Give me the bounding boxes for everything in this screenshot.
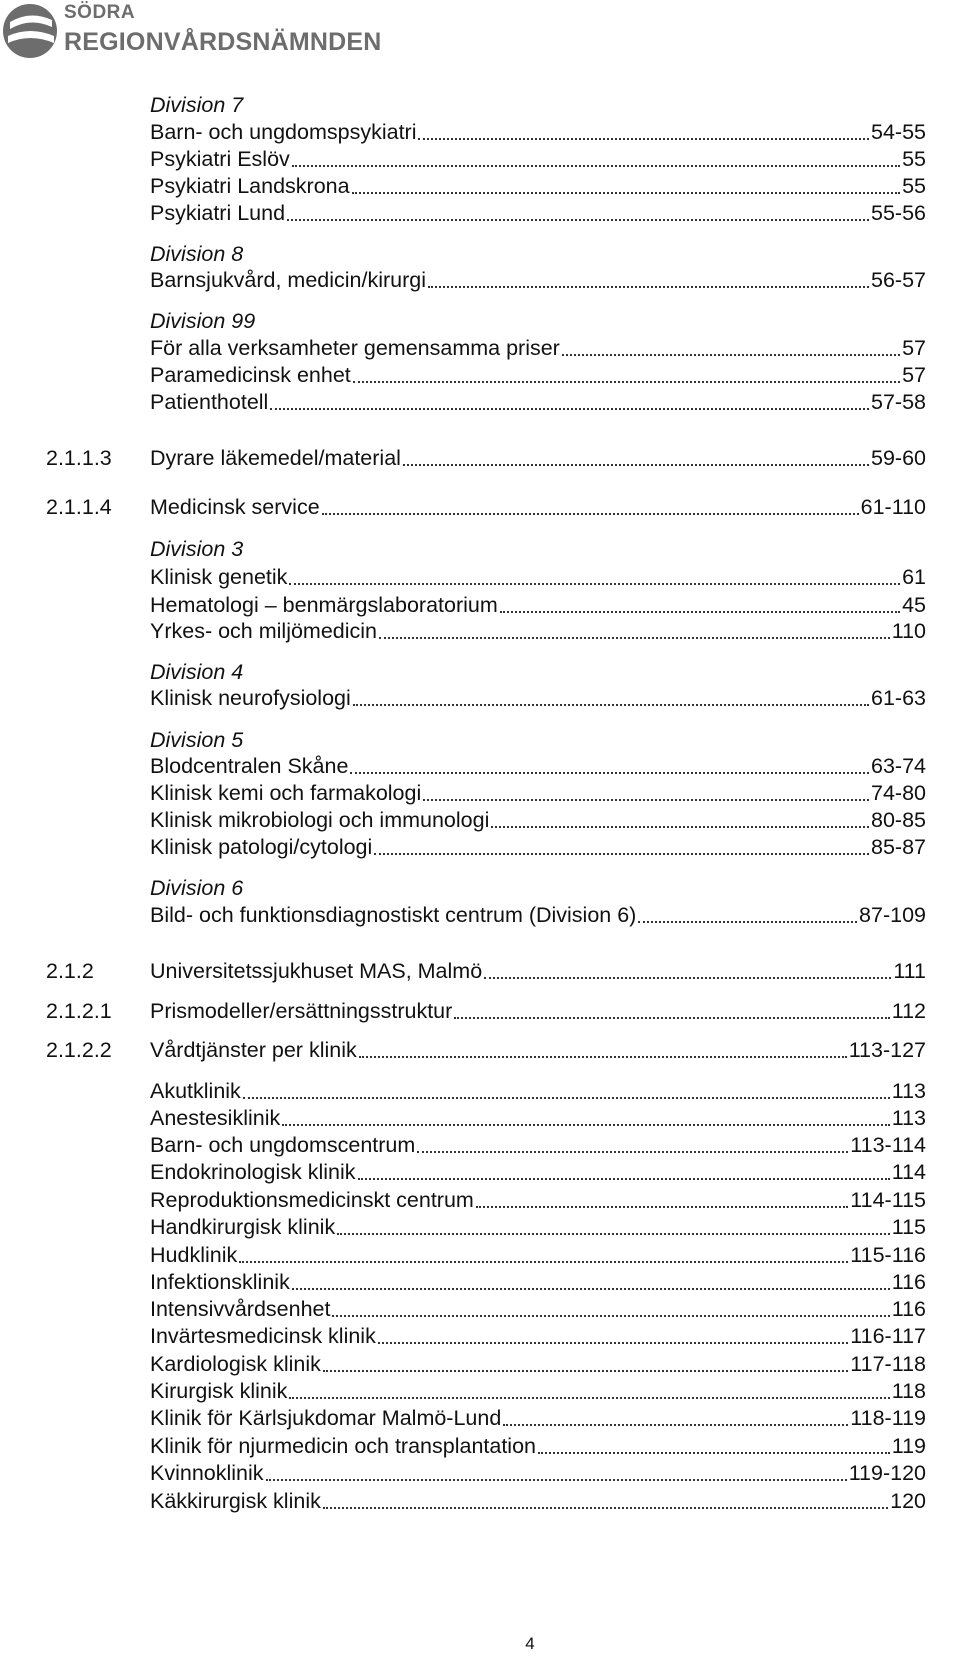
entry-page: 85-87 [871,835,926,859]
dot-leader [266,1459,847,1481]
division-label: Division 5 [150,728,244,752]
entry-page: 116-117 [850,1324,926,1348]
dot-leader [353,361,900,383]
toc-entry-row [0,118,960,146]
entry-title: Käkkirurgisk klinik [150,1489,321,1513]
entry-page: 61-110 [860,495,926,519]
toc-entry-row [0,617,960,645]
entry-title: Barn- och ungdomscentrum [150,1133,416,1157]
entry-title: Klinisk kemi och farmakologi [150,781,422,805]
page-number: 4 [525,1634,535,1653]
division-label: Division 4 [150,660,244,684]
section-number: 2.1.1.3 [46,446,112,470]
entry-page: 120 [890,1489,926,1513]
entry-page: 80-85 [871,808,926,832]
dot-leader [353,684,869,706]
toc-section-row [0,997,960,1025]
toc-entry-row [0,563,960,591]
entry-page: 112 [891,999,926,1023]
dot-leader [337,1213,890,1235]
toc-entry-row [0,1131,960,1159]
toc-entry-row [0,1432,960,1460]
entry-title: För alla verksamheter gemensamma priser [150,336,560,360]
entry-page: 119-120 [848,1461,926,1485]
dot-leader [270,388,869,410]
dot-leader [491,806,869,828]
division-label: Division 3 [150,537,244,561]
dot-leader [322,493,859,515]
entry-title: Klinisk genetik [150,565,288,589]
toc-section-row [0,493,960,521]
toc-section-row [0,444,960,472]
entry-title: Bild- och funktionsdiagnostiskt centrum (Division 6) [150,903,637,927]
entry-page: 115 [891,1215,926,1239]
logo [0,0,420,64]
entry-title: Prismodeller/ersättningsstruktur [150,999,453,1023]
dot-leader [289,1377,889,1399]
dot-leader [292,145,900,167]
entry-page: 116 [891,1297,926,1321]
toc-entry-row [0,1404,960,1432]
section-number: 2.1.1.4 [46,495,112,519]
section-number: 2.1.2 [46,959,94,983]
entry-title: Medicinsk service [150,495,320,519]
toc-entry-row [0,779,960,807]
toc-division-heading [0,307,960,335]
entry-page: 61-63 [871,686,926,710]
entry-title: Intensivvårdsenhet [150,1297,331,1321]
toc-entry-row [0,1487,960,1515]
logo-text-line2: REGIONVÅRDSNÄMNDEN [64,28,382,56]
entry-page: 119 [891,1434,926,1458]
dot-leader [352,172,901,194]
entry-page: 118 [891,1379,926,1403]
toc-entry-row [0,172,960,200]
entry-title: Kvinnoklinik [150,1461,264,1485]
dot-leader [374,833,869,855]
entry-page: 115-116 [850,1243,926,1267]
entry-page: 57 [902,336,926,360]
toc-section-row [0,1036,960,1064]
dot-leader [538,1432,890,1454]
toc-entry-row [0,1104,960,1132]
division-label: Division 6 [150,876,244,900]
entry-title: Paramedicinsk enhet [150,363,351,387]
entry-page: 113 [891,1079,926,1103]
dot-leader [417,1131,848,1153]
entry-title: Endokrinologisk klinik [150,1160,356,1184]
toc-entry-row [0,806,960,834]
section-number: 2.1.2.1 [46,999,112,1023]
toc-entry-row [0,1241,960,1269]
dot-leader [484,957,891,979]
entry-page: 57 [902,363,926,387]
entry-title: Hudklinik [150,1243,238,1267]
entry-title: Invärtesmedicinsk klinik [150,1324,376,1348]
toc-entry-row [0,1377,960,1405]
dot-leader [562,334,900,356]
toc-entry-row [0,145,960,173]
entry-title: Dyrare läkemedel/material [150,446,401,470]
entry-page: 114 [891,1160,926,1184]
toc-division-heading [0,726,960,754]
entry-page: 59-60 [871,446,926,470]
entry-page: 63-74 [871,754,926,778]
toc-entry-row [0,1213,960,1241]
dot-leader [638,901,857,923]
dot-leader [323,1487,888,1509]
entry-title: Reproduktionsmedicinskt centrum [150,1188,474,1212]
entry-page: 55-56 [871,201,926,225]
toc-entry-row [0,752,960,780]
toc-entry-row [0,388,960,416]
entry-page: 45 [902,593,926,617]
entry-title: Hematologi – benmärgslaboratorium [150,593,498,617]
toc-division-heading [0,658,960,686]
dot-leader [332,1295,889,1317]
toc-entry-row [0,361,960,389]
toc-entry-row [0,591,960,619]
entry-title: Akutklinik [150,1079,241,1103]
dot-leader [454,997,889,1019]
toc-entry-row [0,1268,960,1296]
entry-page: 74-80 [871,781,926,805]
logo-mark-icon [0,0,62,62]
entry-title: Blodcentralen Skåne [150,754,349,778]
entry-title: Patienthotell [150,390,269,414]
dot-leader [476,1186,848,1208]
entry-title: Anestesiklinik [150,1106,281,1130]
entry-page: 111 [893,959,926,983]
logo-text-line1: SÖDRA [64,2,136,23]
entry-title: Klinisk patologi/cytologi [150,835,373,859]
dot-leader [378,1322,848,1344]
section-number: 2.1.2.2 [46,1038,112,1062]
entry-page: 114-115 [850,1188,926,1212]
entry-page: 87-109 [859,903,926,927]
entry-page: 54-55 [871,120,926,144]
entry-title: Vårdtjänster per klinik [150,1038,357,1062]
dot-leader [292,1268,890,1290]
division-label: Division 99 [150,309,256,333]
entry-page: 118-119 [850,1406,926,1430]
dot-leader [503,1404,848,1426]
entry-title: Klinik för njurmedicin och transplantation [150,1434,537,1458]
entry-title: Handkirurgisk klinik [150,1215,336,1239]
entry-title: Klinisk mikrobiologi och immunologi [150,808,490,832]
entry-title: Kardiologisk klinik [150,1352,321,1376]
dot-leader [287,199,869,221]
dot-leader [418,118,869,140]
dot-leader [403,444,869,466]
entry-page: 113-127 [848,1038,926,1062]
dot-leader [243,1077,890,1099]
entry-title: Universitetssjukhuset MAS, Malmö [150,959,483,983]
entry-title: Infektionsklinik [150,1270,290,1294]
division-label: Division 7 [150,93,244,117]
dot-leader [423,779,869,801]
entry-title: Klinik för Kärlsjukdomar Malmö-Lund [150,1406,502,1430]
dot-leader [500,591,900,613]
entry-title: Psykiatri Landskrona [150,174,350,198]
entry-page: 55 [902,174,926,198]
dot-leader [289,563,900,585]
entry-page: 57-58 [871,390,926,414]
dot-leader [350,752,869,774]
dot-leader [428,266,869,288]
entry-page: 110 [891,619,926,643]
entry-title: Psykiatri Lund [150,201,286,225]
entry-page: 61 [902,565,926,589]
toc-entry-row [0,833,960,861]
entry-page: 56-57 [871,268,926,292]
entry-page: 116 [891,1270,926,1294]
dot-leader [323,1350,848,1372]
entry-title: Barn- och ungdomspsykiatri [150,120,417,144]
division-label: Division 8 [150,242,244,266]
toc-entry-row [0,334,960,362]
toc-entry-row [0,1322,960,1350]
toc-entry-row [0,1295,960,1323]
dot-leader [358,1158,890,1180]
entry-title: Kirurgisk klinik [150,1379,288,1403]
toc-entry-row [0,1186,960,1214]
toc-division-heading [0,535,960,563]
toc-entry-row [0,901,960,929]
entry-page: 55 [902,147,926,171]
entry-title: Klinisk neurofysiologi [150,686,351,710]
toc-entry-row [0,199,960,227]
dot-leader [282,1104,889,1126]
toc-section-row [0,957,960,985]
dot-leader [379,617,890,639]
toc-division-heading [0,91,960,119]
toc-entry-row [0,684,960,712]
toc-entry-row [0,1350,960,1378]
toc-entry-row [0,266,960,294]
entry-title: Psykiatri Eslöv [150,147,290,171]
entry-title: Yrkes- och miljömedicin [150,619,378,643]
entry-page: 113 [891,1106,926,1130]
entry-title: Barnsjukvård, medicin/kirurgi [150,268,427,292]
toc-division-heading [0,874,960,902]
entry-page: 113-114 [850,1133,926,1157]
toc-entry-row [0,1158,960,1186]
entry-page: 117-118 [850,1352,926,1376]
toc-division-heading [0,240,960,268]
dot-leader [359,1036,847,1058]
toc-entry-row [0,1077,960,1105]
toc-entry-row [0,1459,960,1487]
dot-leader [239,1241,848,1263]
